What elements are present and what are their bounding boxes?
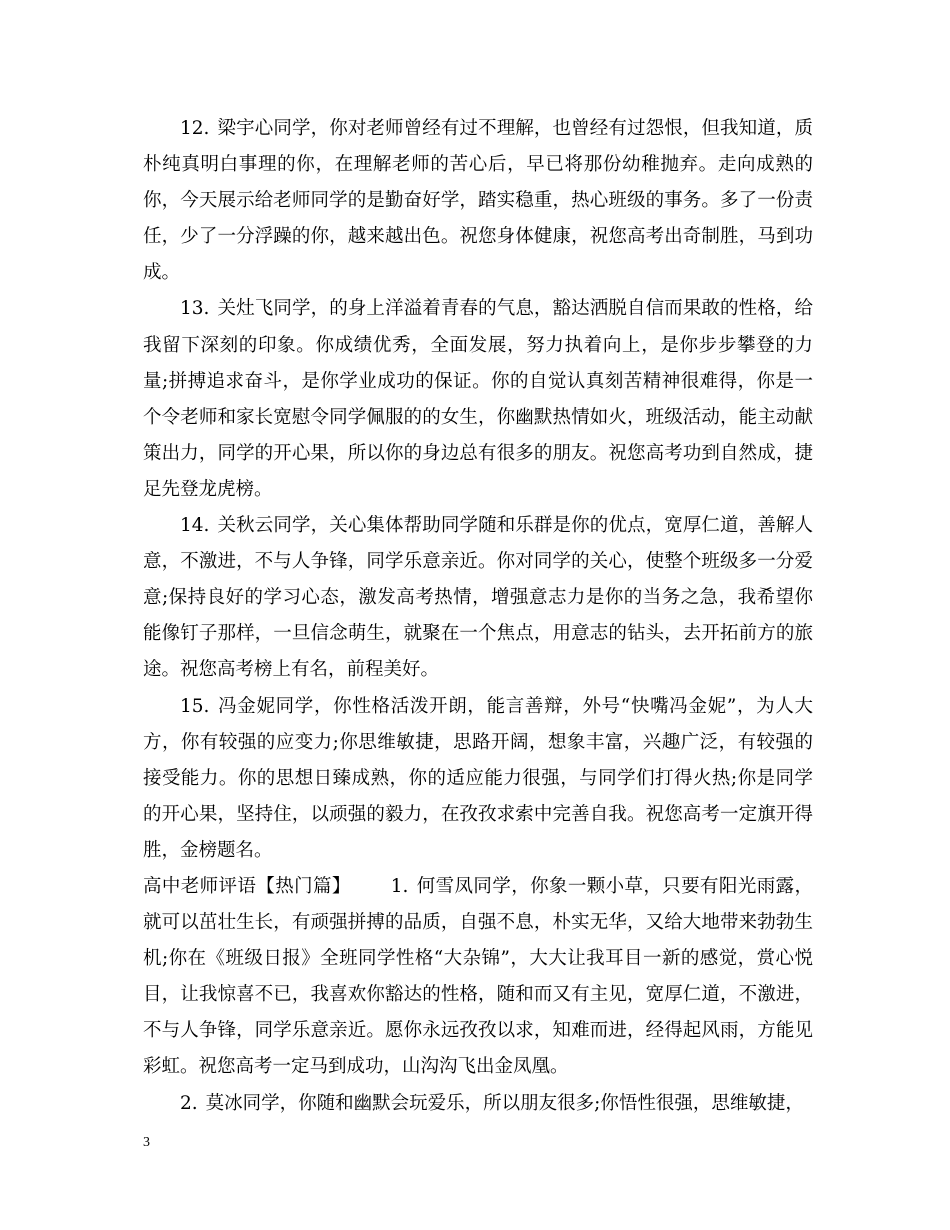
- section-heading: 高中老师评语【热门篇】: [143, 875, 351, 897]
- paragraph-number: 1.: [390, 875, 409, 897]
- paragraph-text: 梁宇心同学，你对老师曾经有过不理解，也曾经有过怨恨，但我知道，质朴纯真明白事理的你，在理解老师的苦心后，早已将那份幼稚抛弃。走向成熟的你，今天展示给老师同学的是勤奋好学，踏实稳重，热心班级的事务。多了一份责任，少了一分浮躁的你，越来越出色。祝您身体健康，祝您高考出奇制胜，马到功成。: [143, 118, 813, 284]
- document-body: [143, 111, 813, 1122]
- paragraph-number: 12.: [180, 118, 210, 139]
- paragraph-text: 关灶飞同学，的身上洋溢着青春的气息，豁达洒脱自信而果敢的性格，给我留下深刻的印象。你成绩优秀，全面发展，努力执着向上，是你步步攀登的力量;拼搏追求奋斗，是你学业成功的保证。你的自觉认真刻苦精神很难得，你是一个令老师和家长宽慰令同学佩服的的女生，你幽默热情如火，班级活动，能主动献策出力，同学的开心果，所以你的身边总有很多的朋友。祝您高考功到自然成，捷足先登龙虎榜。: [143, 298, 813, 500]
- paragraph-number: 13.: [180, 298, 210, 320]
- paragraph-2: [143, 1086, 813, 1122]
- paragraph-12: [143, 111, 813, 291]
- paragraph-number: 2.: [180, 1092, 198, 1114]
- paragraph-14: [143, 508, 813, 688]
- paragraph-13: [143, 291, 813, 508]
- paragraph-text: 关秋云同学，关心集体帮助同学随和乐群是你的优点，宽厚仁道，善解人意，不激进，不与人争锋，同学乐意亲近。你对同学的关心，使整个班级多一分爱意;保持良好的学习心态，激发高考热情，增强意志力是你的当务之急，我希望你能像钉子那样，一旦信念萌生，就聚在一个焦点，用意志的钻头，去开拓前方的旅途。祝您高考榜上有名，前程美好。: [143, 515, 813, 681]
- page-number: 3: [143, 1135, 150, 1150]
- paragraph-text: 莫冰同学，你随和幽默会玩爱乐，所以朋友很多;你悟性很强，思维敏捷，: [205, 1092, 804, 1114]
- paragraph-number: 14.: [180, 515, 210, 537]
- paragraph-text: 冯金妮同学，你性格活泼开朗，能言善辩，外号“快嘴冯金妮”，为人大方，你有较强的应变力;你思维敏捷，思路开阔，想象丰富，兴趣广泛，有较强的接受能力。你的思想日臻成熟，你的适应能力很强，与同学们打得火热;你是同学的开心果，坚持住，以顽强的毅力，在孜孜求索中完善自我。祝您高考一定旗开得胜，金榜题名。: [143, 695, 813, 861]
- section-paragraph: [143, 869, 813, 1086]
- paragraph-text: 何雪凤同学，你象一颗小草，只要有阳光雨露，就可以茁壮生长，有顽强拼搏的品质，自强不息，朴实无华，又给大地带来勃勃生机;你在《班级日报》全班同学性格“大杂锦”，大大让我耳目一新的感觉，赏心悦目，让我惊喜不已，我喜欢你豁达的性格，随和而又有主见，宽厚仁道，不激进，不与人争锋，同学乐意亲近。愿你永远孜孜以求，知难而进，经得起风雨，方能见彩虹。祝您高考一定马到成功，山沟沟飞出金凤凰。: [143, 875, 813, 1078]
- paragraph-15: [143, 689, 813, 869]
- paragraph-number: 15.: [180, 695, 210, 717]
